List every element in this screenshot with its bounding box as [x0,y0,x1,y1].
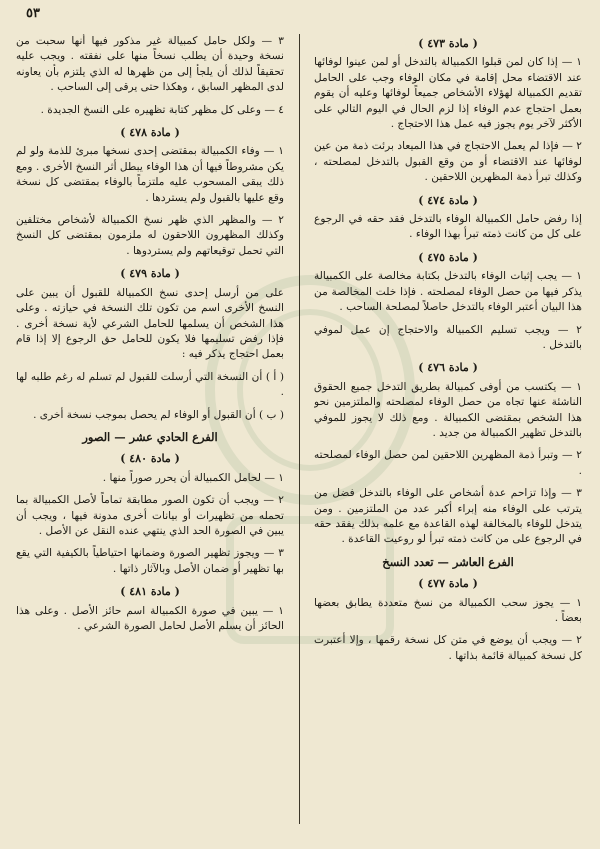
paragraph: إذا رفض حامل الكمبيالة الوفاء بالتدخل فقد حقه في الرجوع على كل من كانت ذمته تبرأ بهذا الوفاء . [314,213,582,241]
paragraph: ١ — يجوز سحب الكمبيالة من نسخ متعددة يطابق بعضها بعضاً . [314,596,582,624]
left-column [16,34,284,834]
article-heading: ( مادة ٤٧٧ ) [418,577,478,591]
paragraph: ١ — يجب إثبات الوفاء بالتدخل بكتابة مخالصة على الكمبيالة يذكر فيها من حصل الوفاء لمصلحته . فإذا خلت المخالصة من هذا البيان أعتبر الوفاء بالتدخل حاصلاً لمصلحة الساحب . [314,270,582,314]
paragraph: ٤ — وعلى كل مظهر كتابة تظهيره على النسخ الجديدة . [40,103,284,116]
page-number: ٥٣ [26,6,40,21]
paragraph: ٢ — وتبرأ ذمة المظهرين اللاحقين لمن حصل الوفاء لمصلحته . [314,449,582,477]
paragraph: ٢ — فإذا لم يعمل الاحتجاج في هذا الميعاد برئت ذمة من عين لوفائها عند الاقتضاء أو من وقع القبول بالتدخل لمصلحته ، وكذلك تبرأ ذمة المظهرين اللاحقين . [314,140,582,184]
paragraph: ( ب ) أن القبول أو الوفاء لم يحصل بموجب نسخة أخرى . [33,408,284,421]
paragraph: ١ — وفاء الكمبيالة بمقتضى إحدى نسخها مبرئ للذمة ولو لم يكن مشروطاً فيها أن هذا الوفاء يبطل أثر النسخ الأخرى . ومع ذلك يبقى المسحوب عليه ملتزماً بالوفاء بمقتضى كل نسخة وقع عليها بالقبول ولم يستردها . [16,145,284,204]
article-heading: ( مادة ٤٧٨ ) [120,126,180,140]
paragraph: ١ — إذا كان لمن قبلوا الكمبيالة بالتدخل أو لمن عينوا لوفائها عند الاقتضاء محل إقامة في مكان الوفاء وجب على الحامل تقديم الكمبيالة لهؤلاء الأشخاص جميعاً لوفائها وعليه أن يقوم بعمل احتجاج عدم الوفاء إذا لزم الحال في اليوم التالي على الأكثر لآخر يوم يجوز فيه عمل هذا الاحتجاج . [314,56,582,131]
right-column [314,34,582,834]
paragraph: ١ — يكتسب من أوفى كمبيالة بطريق التدخل جميع الحقوق الناشئة عنها تجاه من حصل الوفاء لمصلحته والملتزمين نحو هذا الشخص بمقتضى الكمبيالة . ومع ذلك لا يجوز للموفي بالتدخل تظهير الكمبيالة من جديد . [314,380,582,439]
paragraph: على من أرسل إحدى نسخ الكمبيالة للقبول أن يبين على النسخ الأخرى اسم من تكون تلك النسخة في حيازته . وعلى هذا الشخص أن يسلمها للحامل الشرعي لأية نسخة أخرى . فإذا رفض تسليمها فلا يكون للحامل حق الرجوع إلا إذا قام بعمل احتجاج يذكر فيه : [16,286,284,361]
paragraph: ٢ — ويجب أن يوضع في متن كل نسخة رقمها ، وإلا أعتبرت كل نسخة كمبيالة قائمة بذاتها . [314,634,582,662]
paragraph: ١ — لحامل الكمبيالة أن يحرر صوراً منها . [102,471,284,484]
paragraph: ٢ — ويجب أن تكون الصور مطابقة تماماً لأصل الكمبيالة بما تحمله من تظهيرات أو بيانات أخرى مدونة فيها ، ويجب أن يبين في الصورة الحد الذي ينتهي عنده النقل عن الأصل . [16,494,284,537]
article-heading: ( مادة ٤٨١ ) [120,585,180,599]
paragraph: ٢ — والمظهر الذي ظهر نسخ الكمبيالة لأشخاص مختلفين وكذلك المظهرون اللاحقون له ملزمون بمقتضى كل النسخ التي تحمل توقيعاتهم ولم يستردوها . [16,214,284,257]
article-heading: ( مادة ٤٧٣ ) [418,37,478,50]
article-heading: ( مادة ٤٨٠ ) [120,452,180,466]
paragraph: ٣ — وإذا تزاحم عدة أشخاص على الوفاء بالتدخل فضل من يترتب على الوفاء منه إبراء أكبر عدد من الملتزمين . ومن يتدخل للوفاء بالمخالفة لهذه القاعدة مع علمه بذلك يفقد حقه في الرجوع على من كانت ذمته تبرأ لو روعيت القاعدة . [314,487,582,546]
article-heading: ( مادة ٤٧٦ ) [418,361,478,375]
article-heading: ( مادة ٤٧٥ ) [418,250,478,264]
paragraph: ٢ — ويجب تسليم الكمبيالة والاحتجاج إن عمل لموفي بالتدخل . [314,323,582,351]
article-heading: ( مادة ٤٧٩ ) [120,267,180,281]
paragraph: ١ — يبين في صورة الكمبيالة اسم حائز الأصل . وعلى هذا الحائز أن يسلم الأصل لحامل الصورة الشرعي . [16,604,284,632]
article-heading: ( مادة ٤٧٤ ) [418,193,478,207]
paragraph: ٣ — ويجوز تظهير الصورة وضمانها احتياطياً بالكيفية التي يقع بها تظهير أو ضمان الأصل وبالآثار ذاتها . [16,547,284,575]
paragraph: ( أ ) أن النسخة التي أرسلت للقبول لم تسلم له رغم طلبه لها . [16,370,284,399]
column-divider [299,34,300,824]
section-heading: الفرع العاشر — تعدد النسخ [382,554,514,569]
section-heading: الفرع الحادي عشر — الصور [82,429,218,444]
paragraph: ٣ — ولكل حامل كمبيالة غير مذكور فيها أنها سحبت من نسخة وحيدة أن يطلب نسخاً منها على نفقته . ويجب عليه تحقيقاً لذلك أن يلجأ إلى من ظهرها له الذي يلتزم بأن يعاونه لدى المظهر السابق ، وهكذا حتى يرقى إلى الساحب . [16,35,284,94]
